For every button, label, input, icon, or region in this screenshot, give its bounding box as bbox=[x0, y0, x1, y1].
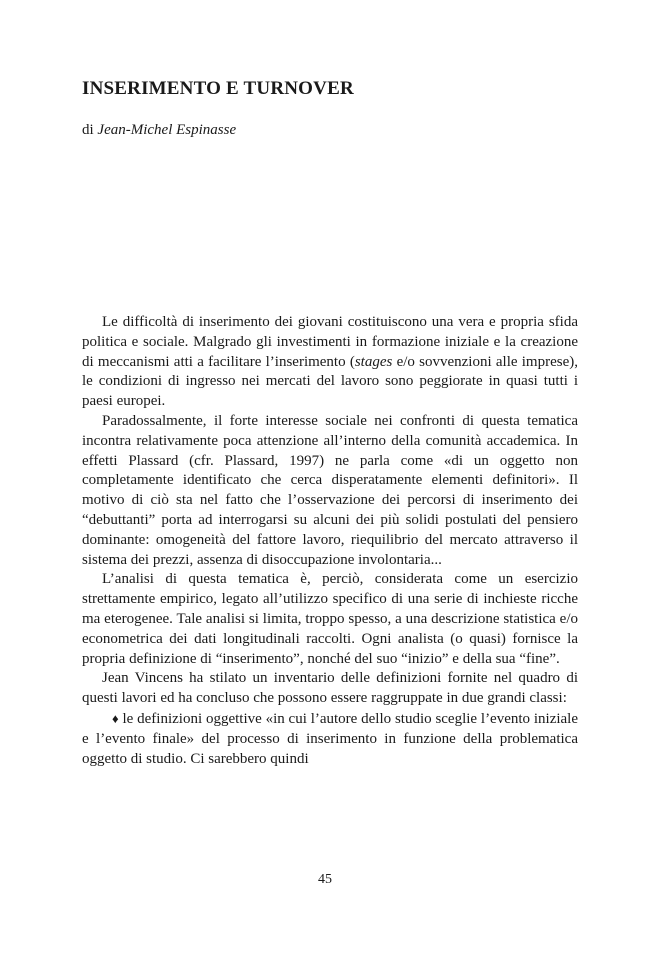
byline bbox=[82, 122, 236, 139]
paragraph-2: Paradossalmente, il forte interesse sociale nei confronti di questa tematica incontra relativamente poca attenzione all’interno della comunità accademica. In effetti Plassard (cfr. Plassard, 1997) ne parla come «di un oggetto non completamente identificato che cerca disperatamente elementi definitori». Il motivo di ciò sta nel fatto che l’osservazione dei percorsi di inserimento dei “debuttanti” porta ad interrogarsi su alcuni dei più solidi postulati del pensiero dominante: omogeneità del fattore lavoro, riequilibrio del mercato attraverso il sistema dei prezzi, assenza di disoccupazione involontaria... bbox=[82, 412, 578, 568]
author-name: Jean-Michel Espinasse bbox=[97, 122, 237, 138]
paragraph-4: Jean Vincens ha stilato un inventario delle definizioni fornite nel quadro di questi lavori ed ha concluso che possono essere raggruppate in due grandi classi: bbox=[82, 670, 578, 707]
diamond-bullet-icon: ♦ bbox=[112, 710, 119, 726]
page-number: 45 bbox=[318, 872, 332, 887]
paragraph-1-text-b: e/o sovvenzioni alle imprese), le condizioni di ingresso nei mercati del lavoro sono peggiorate in quasi tutti i paesi europei. bbox=[82, 353, 578, 410]
paragraph-1-text-a: Le difficoltà di inserimento dei giovani costituiscono una vera e propria sfida politica e sociale. Malgrado gli investimenti in formazione iniziale e la creazione di meccanismi atti a facilitare l’inserimento ( bbox=[82, 314, 578, 370]
article-title: INSERIMENTO E TURNOVER bbox=[82, 78, 354, 99]
bullet-item-1 bbox=[82, 709, 578, 769]
paragraph-1-italic-term: stages bbox=[354, 353, 393, 370]
paragraph-3: L’analisi di questa tematica è, perciò, considerata come un esercizio strettamente empirico, legato all’utilizzo specifico di una serie di inchieste ricche ma eterogenee. Tale analisi si limita, troppo spesso, a una descrizione statistica e/o econometrica dei dati longitudinali raccolti. Ogni analista (o quasi) fornisce la propria definizione di “inserimento”, nonché del suo “inizio” e della sua “fine”. bbox=[82, 571, 578, 667]
paragraph-1 bbox=[82, 313, 578, 412]
article-body bbox=[82, 313, 578, 769]
bullet-item-1-text: le definizioni oggettive «in cui l’autore dello studio sceglie l’evento iniziale e l’evento finale» del processo di inserimento in funzione della problematica oggetto di studio. Ci sarebbero quindi bbox=[82, 710, 578, 767]
byline-prefix: di bbox=[82, 122, 98, 138]
